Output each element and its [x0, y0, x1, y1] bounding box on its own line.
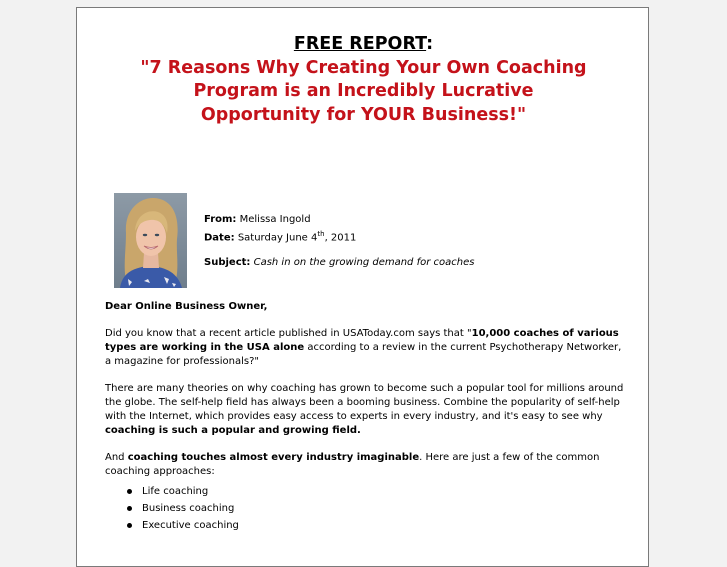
list-item: [105, 500, 625, 517]
paragraph-1: [105, 327, 625, 369]
p3-text-a: And: [105, 452, 128, 463]
from-label: From:: [204, 214, 237, 225]
list-item-label: Life coaching: [142, 486, 209, 497]
p2-emphasis: coaching is such a popular and growing field.: [105, 425, 361, 436]
headline: [77, 33, 650, 127]
date-row: [204, 227, 474, 245]
list-item-label: Business coaching: [142, 503, 235, 514]
date-value-day: Saturday June 4: [237, 232, 318, 244]
greeting: Dear Online Business Owner,: [105, 301, 268, 312]
p3-text-c: . Here are just a few of the common coaching approaches:: [105, 452, 600, 477]
list-item-label: Executive coaching: [142, 520, 239, 531]
date-value-suffix: th: [317, 230, 325, 238]
p2-text-a: There are many theories on why coaching has grown to become such a popular tool for millions around the globe. The self-help field has always been a booming business. Combine the popularity of self-help with the Internet, which provides easy access to experts in every industry, and it's easy to see why: [105, 383, 624, 422]
letter-meta: [204, 213, 474, 270]
list-item: [105, 517, 625, 534]
p1-text-c: according to a review in the current Psychotherapy Networker, a magazine for professionals?": [105, 342, 622, 367]
letter-body: [105, 300, 625, 534]
subject-row: [204, 256, 474, 270]
subject-value: Cash in on the growing demand for coaches: [253, 257, 475, 269]
from-row: [204, 213, 474, 227]
p1-emphasis: 10,000 coaches of various types are working in the USA alone: [105, 328, 619, 353]
paragraph-3: [105, 451, 625, 479]
from-value: Melissa Ingold: [239, 214, 311, 225]
list-item: [105, 483, 625, 500]
subject-label: Subject:: [204, 257, 251, 269]
report-title: "7 Reasons Why Creating Your Own Coaching Program is an Incredibly Lucrative Opportunity for YOUR Business!": [140, 57, 587, 125]
date-value-year: , 2011: [324, 232, 357, 244]
bullet-icon: [127, 523, 132, 528]
paragraph-2: [105, 382, 625, 438]
p1-text-a: Did you know that a recent article published in USAToday.com says that ": [105, 328, 472, 339]
bullet-icon: [127, 506, 132, 511]
free-report-label: FREE REPORT: [293, 34, 427, 54]
author-photo: [114, 193, 187, 288]
free-report-colon: :: [426, 34, 434, 54]
author-portrait-image: [114, 193, 187, 288]
bullet-icon: [127, 489, 132, 494]
p3-emphasis: coaching touches almost every industry imaginable: [127, 452, 420, 463]
approaches-list: [105, 483, 625, 534]
free-report-heading: [77, 33, 650, 57]
sales-letter-page: [76, 7, 649, 567]
date-label: Date:: [204, 232, 235, 244]
